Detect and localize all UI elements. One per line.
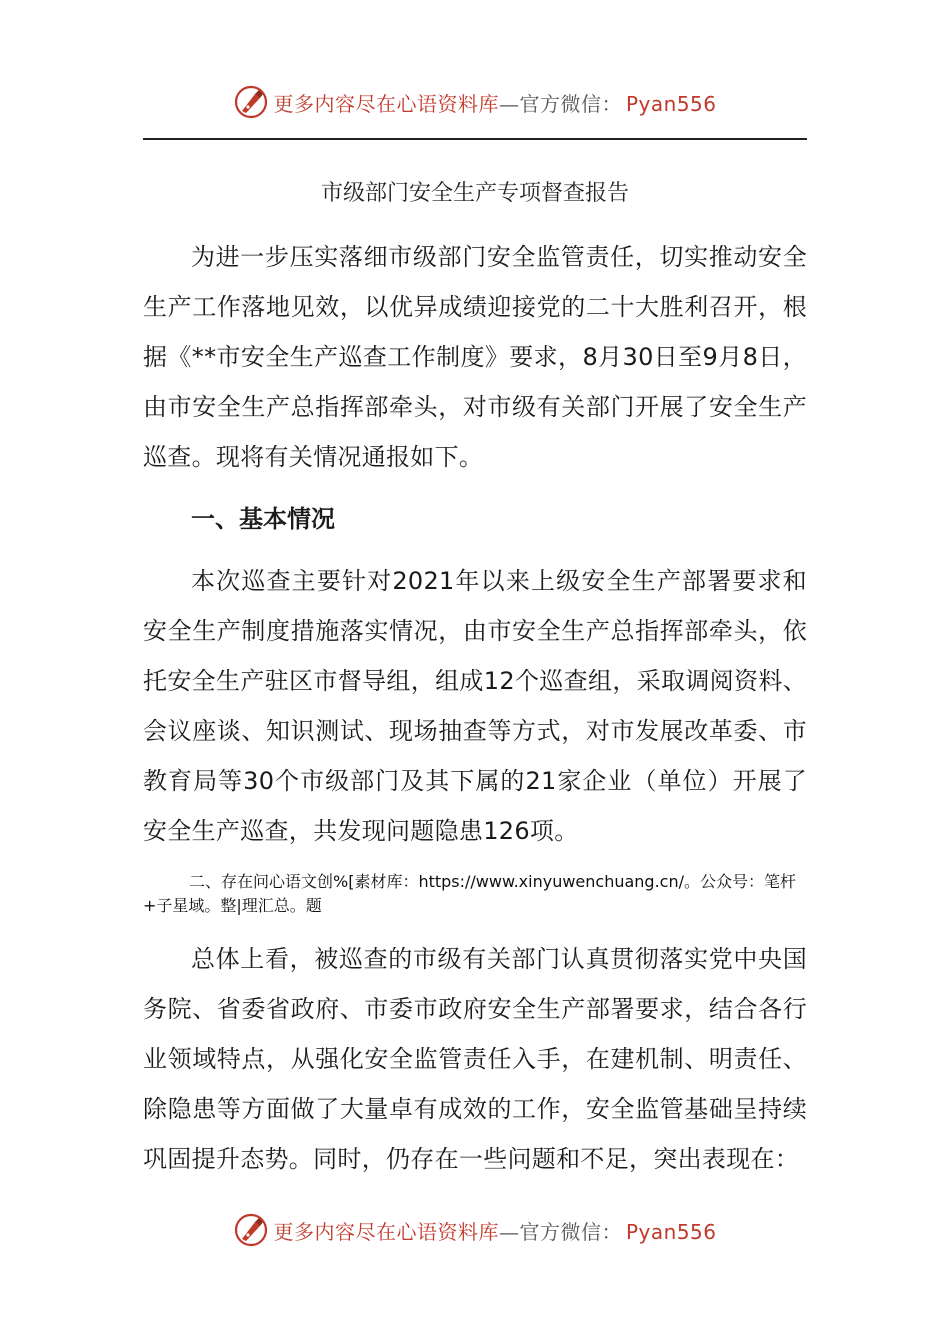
banner-wechat-id: Pyan556 (625, 91, 717, 116)
banner-separator: — (498, 1219, 520, 1244)
footer-banner (0, 1210, 950, 1250)
overview-paragraph: 总体上看，被巡查的市级有关部门认真贯彻落实党中央国务院、省委省政府、市委市政府安全生产部署要求，结合各行业领域特点，从强化安全监管责任入手，在建机制、明责任、除隐患等方面做了大量卓有成效的工作，安全监管基础呈持续巩固提升态势。同时，仍存在一些问题和不足，突出表现在： (143, 945, 807, 1173)
banner-main-text: 更多内容尽在心语资料库 (273, 1219, 499, 1244)
banner-text (273, 88, 716, 117)
intro-paragraph: 为进一步压实落细市级部门安全监管责任，切实推动安全生产工作落地见效，以优异成绩迎接党的二十大胜利召开，根据《**市安全生产巡查工作制度》要求，8月30日至9月8日，由市安全生产总指挥部牵头，对市级有关部门开展了安全生产巡查。现将有关情况通报如下。 (143, 243, 807, 471)
banner-wechat-id: Pyan556 (625, 1219, 717, 1244)
pen-nib-logo-icon (233, 1212, 269, 1248)
header-divider (143, 138, 807, 140)
banner-wechat-label: 官方微信： (519, 91, 622, 116)
document-title: 市级部门安全生产专项督查报告 (320, 181, 629, 206)
document-body (143, 170, 807, 1184)
banner-separator: — (498, 91, 520, 116)
section-heading-basic: 一、基本情况 (191, 505, 335, 533)
pen-nib-logo-icon (233, 84, 269, 120)
banner-wechat-label: 官方微信： (519, 1219, 622, 1244)
banner-main-text: 更多内容尽在心语资料库 (273, 91, 499, 116)
header-banner (0, 82, 950, 122)
basic-situation-paragraph: 本次巡查主要针对2021年以来上级安全生产部署要求和安全生产制度措施落实情况，由市安全生产总指挥部牵头，依托安全生产驻区市督导组，组成12个巡查组，采取调阅资料、会议座谈、知识测试、现场抽查等方式，对市发展改革委、市教育局等30个市级部门及其下属的21家企业（单位）开展了安全生产巡查，共发现问题隐患126项。 (143, 567, 807, 845)
watermark-note: 二、存在问心语文创%[素材库：https://www.xinyuwenchuang.cn/。公众号：笔杆+子星域。整|理汇总。题 (143, 872, 797, 915)
banner-text (273, 1216, 716, 1245)
